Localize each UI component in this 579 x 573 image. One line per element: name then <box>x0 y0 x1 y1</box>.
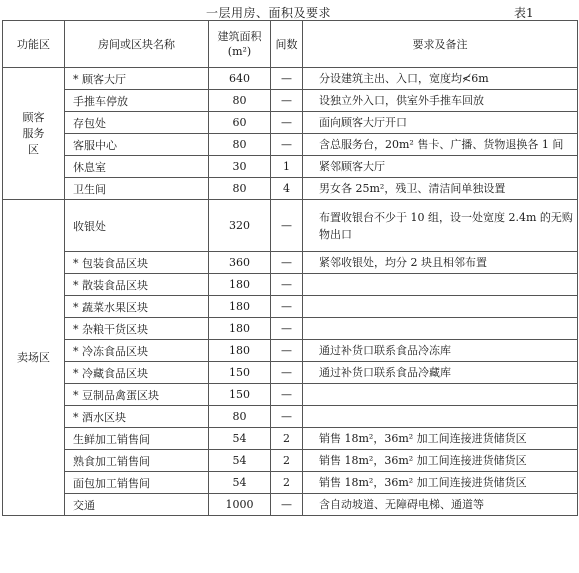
room-note: 分设建筑主出、入口，宽度均≮6m <box>303 68 578 90</box>
table-row <box>3 450 578 472</box>
zone-cell-customer <box>3 68 65 200</box>
table-row <box>3 68 578 90</box>
room-area: 360 <box>209 252 271 274</box>
room-area: 180 <box>209 296 271 318</box>
table-row <box>3 90 578 112</box>
table-row <box>3 472 578 494</box>
room-area: 320 <box>209 200 271 252</box>
room-note: 布置收银台不少于 10 组，设一处宽度 2.4m 的无购物出口 <box>303 200 578 252</box>
header-row <box>3 21 578 68</box>
room-name: 客服中心 <box>65 134 209 156</box>
room-area: 80 <box>209 134 271 156</box>
room-count: — <box>271 362 303 384</box>
room-note <box>303 318 578 340</box>
room-note: 含自动坡道、无障碍电梯、通道等 <box>303 494 578 516</box>
room-count: — <box>271 134 303 156</box>
room-name: * 冷冻食品区块 <box>65 340 209 362</box>
room-count: — <box>271 318 303 340</box>
room-area: 54 <box>209 472 271 494</box>
room-note: 紧邻收银处，均分 2 块且相邻布置 <box>303 252 578 274</box>
room-note: 面向顾客大厅开口 <box>303 112 578 134</box>
room-name: 休息室 <box>65 156 209 178</box>
room-name: * 酒水区块 <box>65 406 209 428</box>
room-area: 1000 <box>209 494 271 516</box>
room-area: 180 <box>209 340 271 362</box>
table-row <box>3 296 578 318</box>
table-row <box>3 252 578 274</box>
room-count: — <box>271 296 303 318</box>
header-zone: 功能区 <box>3 21 65 68</box>
room-count: — <box>271 68 303 90</box>
room-count: 2 <box>271 472 303 494</box>
room-area: 30 <box>209 156 271 178</box>
room-count: — <box>271 90 303 112</box>
table-row <box>3 362 578 384</box>
table-title: 一层用房、面积及要求 <box>206 6 332 20</box>
room-count: — <box>271 406 303 428</box>
header-count: 间数 <box>271 21 303 68</box>
table-row <box>3 112 578 134</box>
room-note: 通过补货口联系食品冷冻库 <box>303 340 578 362</box>
room-count: — <box>271 384 303 406</box>
room-note: 男女各 25m²，残卫、清洁间单独设置 <box>303 178 578 200</box>
room-count: 1 <box>271 156 303 178</box>
room-count: 4 <box>271 178 303 200</box>
room-area: 640 <box>209 68 271 90</box>
room-area: 80 <box>209 90 271 112</box>
room-name: * 散装食品区块 <box>65 274 209 296</box>
room-name: 面包加工销售间 <box>65 472 209 494</box>
table-row <box>3 156 578 178</box>
room-area: 150 <box>209 362 271 384</box>
room-note: 含总服务台，20m² 售卡、广播、货物退换各 1 间 <box>303 134 578 156</box>
header-area-label: 建筑面积 <box>217 30 262 43</box>
room-note <box>303 406 578 428</box>
room-name: 交通 <box>65 494 209 516</box>
room-name: 卫生间 <box>65 178 209 200</box>
table-row <box>3 494 578 516</box>
room-name: * 顾客大厅 <box>65 68 209 90</box>
room-count: 2 <box>271 428 303 450</box>
room-name: * 杂粮干货区块 <box>65 318 209 340</box>
room-note: 紧邻顾客大厅 <box>303 156 578 178</box>
header-note: 要求及备注 <box>303 21 578 68</box>
room-area: 54 <box>209 428 271 450</box>
room-name: * 豆制品禽蛋区块 <box>65 384 209 406</box>
room-area: 180 <box>209 274 271 296</box>
table-caption <box>0 2 579 20</box>
room-count: — <box>271 340 303 362</box>
room-note: 销售 18m²，36m² 加工间连接进货储货区 <box>303 450 578 472</box>
room-name: * 冷藏食品区块 <box>65 362 209 384</box>
zone-label: 顾客服务区 <box>22 110 45 156</box>
table-row <box>3 406 578 428</box>
room-count: — <box>271 252 303 274</box>
room-note: 销售 18m²，36m² 加工间连接进货储货区 <box>303 428 578 450</box>
header-area <box>209 21 271 68</box>
room-name: * 包装食品区块 <box>65 252 209 274</box>
header-area-unit: (m²) <box>227 45 252 58</box>
room-area-table <box>2 20 578 516</box>
room-area: 80 <box>209 406 271 428</box>
table-row <box>3 134 578 156</box>
table-row <box>3 318 578 340</box>
room-area: 54 <box>209 450 271 472</box>
room-area: 60 <box>209 112 271 134</box>
table-row <box>3 340 578 362</box>
room-area: 180 <box>209 318 271 340</box>
room-note: 通过补货口联系食品冷藏库 <box>303 362 578 384</box>
room-note <box>303 296 578 318</box>
room-name: 生鲜加工销售间 <box>65 428 209 450</box>
table-row <box>3 428 578 450</box>
room-note <box>303 384 578 406</box>
room-count: — <box>271 200 303 252</box>
room-count: — <box>271 494 303 516</box>
room-name: * 蔬菜水果区块 <box>65 296 209 318</box>
room-name: 手推车停放 <box>65 90 209 112</box>
zone-cell-sales: 卖场区 <box>3 200 65 516</box>
room-area: 80 <box>209 178 271 200</box>
room-name: 收银处 <box>65 200 209 252</box>
room-area: 150 <box>209 384 271 406</box>
room-note: 销售 18m²，36m² 加工间连接进货储货区 <box>303 472 578 494</box>
table-row <box>3 178 578 200</box>
table-row <box>3 274 578 296</box>
room-note: 设独立外入口，供室外手推车回放 <box>303 90 578 112</box>
table-number: 表1 <box>514 6 534 20</box>
room-count: — <box>271 274 303 296</box>
room-note <box>303 274 578 296</box>
room-name: 存包处 <box>65 112 209 134</box>
room-name: 熟食加工销售间 <box>65 450 209 472</box>
table-row <box>3 200 578 252</box>
room-count: 2 <box>271 450 303 472</box>
table-row <box>3 384 578 406</box>
room-count: — <box>271 112 303 134</box>
header-name: 房间或区块名称 <box>65 21 209 68</box>
